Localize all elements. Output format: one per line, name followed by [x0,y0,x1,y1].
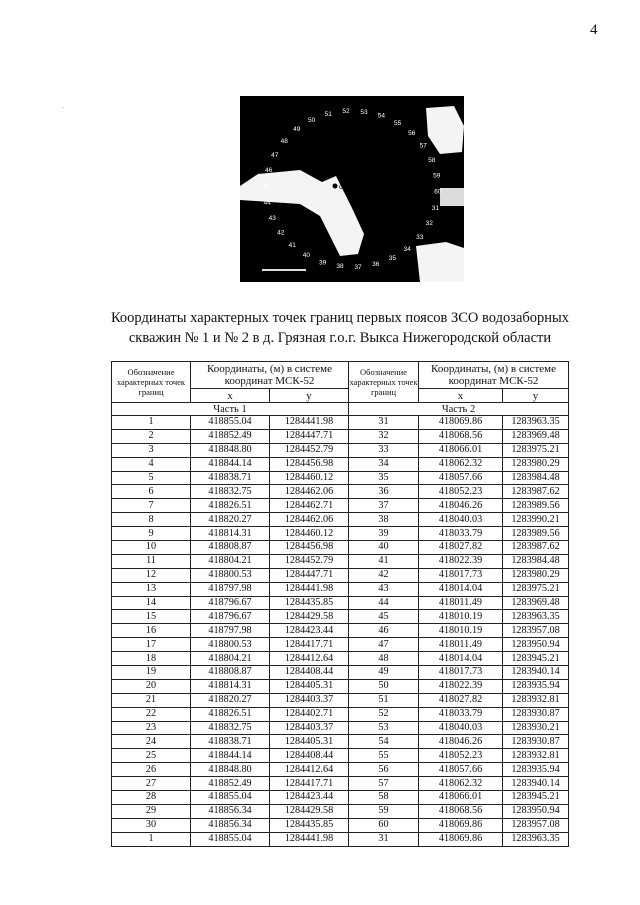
table-cell: 1283932.81 [503,693,569,707]
table-cell: 13 [112,582,191,596]
terrain-grey-area [440,188,464,206]
table-cell: 40 [349,541,419,555]
map-point-label: 35 [388,254,397,262]
table-row [112,777,569,791]
terrain-white-area [426,106,464,154]
table-cell: 418832.75 [191,721,270,735]
table-row [112,804,569,818]
table-cell: 1284460.12 [270,471,349,485]
table-cell: 10 [112,541,191,555]
table-cell: 1283969.48 [503,596,569,610]
table-cell: 31 [349,832,419,846]
table-cell: 30 [112,818,191,832]
table-cell: 418017.73 [419,666,503,680]
table-cell: 418033.79 [419,527,503,541]
map-point-label: 36 [372,261,380,268]
table-row [112,610,569,624]
table-cell: 418856.34 [191,818,270,832]
table-cell: 1284441.98 [270,832,349,846]
table-cell: 1283950.94 [503,638,569,652]
table-row [112,554,569,568]
table-cell: 418852.49 [191,777,270,791]
table-cell: 418796.67 [191,610,270,624]
map-point-label: 59 [433,172,441,180]
table-cell: 1284462.06 [270,513,349,527]
table-cell: 1283980.29 [503,568,569,582]
col-coords-header: Координаты, (м) в системе координат МСК-52 [191,362,349,389]
table-cell: 1283984.48 [503,554,569,568]
table-cell: 20 [112,679,191,693]
table-cell: 1283975.21 [503,582,569,596]
table-cell: 418014.04 [419,652,503,666]
table-row [112,707,569,721]
table-cell: 60 [349,818,419,832]
table-cell: 1283984.48 [503,471,569,485]
table-cell: 1284423.44 [270,624,349,638]
table-row [112,832,569,846]
table-cell: 19 [112,666,191,680]
table-cell: 12 [112,568,191,582]
table-cell: 1284412.64 [270,652,349,666]
table-cell: 418796.67 [191,596,270,610]
col-coords-header-2: Координаты, (м) в системе координат МСК-52 [419,362,569,389]
table-row [112,624,569,638]
map-point-label: 33 [416,234,424,241]
table-cell: 418066.01 [419,443,503,457]
table-cell: 1283945.21 [503,791,569,805]
table-cell: 1283935.94 [503,679,569,693]
table-cell: 7 [112,499,191,513]
table-cell: 2 [112,429,191,443]
map-point-label: 60 [434,188,442,196]
table-cell: 1283969.48 [503,429,569,443]
table-cell: 418027.82 [419,541,503,555]
col-point-header-2: Обозначение характерных точек границ [349,362,419,403]
table-cell: 418057.66 [419,763,503,777]
table-row [112,582,569,596]
table-cell: 58 [349,791,419,805]
table-cell: 1284405.31 [270,735,349,749]
map-point-label: 56 [408,129,416,137]
table-cell: 418068.56 [419,804,503,818]
table-cell: 51 [349,693,419,707]
table-cell: 21 [112,693,191,707]
table-cell: 418046.26 [419,735,503,749]
table-cell: 418826.51 [191,707,270,721]
table-cell: 1284405.31 [270,679,349,693]
map-point-label: 34 [403,245,411,253]
well-marker [333,184,338,189]
table-cell: 1284452.79 [270,443,349,457]
table-cell: 418844.14 [191,749,270,763]
table-cell: 1284462.06 [270,485,349,499]
table-cell: 418040.03 [419,513,503,527]
table-cell: 1283990.21 [503,513,569,527]
table-cell: 52 [349,707,419,721]
table-row [112,721,569,735]
table-cell: 1284403.37 [270,693,349,707]
table-cell: 1 [112,832,191,846]
table-cell: 37 [349,499,419,513]
table-cell: 1283930.87 [503,735,569,749]
table-cell: 418011.49 [419,638,503,652]
table-cell: 418838.71 [191,735,270,749]
table-cell: 1283950.94 [503,804,569,818]
table-cell: 418066.01 [419,791,503,805]
table-row [112,568,569,582]
page-number: 4 [590,22,598,38]
table-cell: 418033.79 [419,707,503,721]
table-cell: 418069.86 [419,832,503,846]
table-cell: 418062.32 [419,457,503,471]
table-cell: 418855.04 [191,791,270,805]
table-cell: 418832.75 [191,485,270,499]
table-cell: 1284456.98 [270,457,349,471]
table-cell: 1283987.62 [503,485,569,499]
table-cell: 36 [349,485,419,499]
table-cell: 28 [112,791,191,805]
title-line-1: Координаты характерных точек границ первых поясов ЗСО водозаборных [110,310,570,326]
table-cell: 16 [112,624,191,638]
terrain-white-area [240,170,364,256]
table-cell: 418068.56 [419,429,503,443]
table-cell: 1284429.58 [270,804,349,818]
map-point-label: 46 [264,167,273,175]
table-cell: 418010.19 [419,624,503,638]
table-cell: 418855.04 [191,416,270,430]
table-cell: 418052.23 [419,485,503,499]
table-cell: 18 [112,652,191,666]
table-cell: 1283963.35 [503,832,569,846]
table-cell: 41 [349,554,419,568]
table-cell: 55 [349,749,419,763]
table-cell: 1283940.14 [503,666,569,680]
table-cell: 22 [112,707,191,721]
table-cell: 5 [112,471,191,485]
table-cell: 418797.98 [191,582,270,596]
table-cell: 1283957.08 [503,624,569,638]
table-cell: 418014.04 [419,582,503,596]
table-row [112,666,569,680]
table-cell: 1283957.08 [503,818,569,832]
map-point-label: 54 [377,112,386,120]
table-cell: 50 [349,679,419,693]
table-row [112,513,569,527]
col-point-header: Обозначение характерных точек границ [112,362,191,403]
table-cell: 1283975.21 [503,443,569,457]
table-cell: 1284447.71 [270,429,349,443]
table-cell: 1283963.35 [503,610,569,624]
document-title [70,308,610,348]
table-cell: 34 [349,457,419,471]
table-row [112,763,569,777]
table-cell: 418800.53 [191,568,270,582]
map-point-label: 45 [262,183,270,191]
table-cell: 48 [349,652,419,666]
table-cell: 14 [112,596,191,610]
table-cell: 418856.34 [191,804,270,818]
map-point-label: 58 [428,156,436,164]
table-cell: 11 [112,554,191,568]
title-line-2: скважин № 1 и № 2 в д. Грязная г.о.г. Выкса Нижегородской области [128,330,552,346]
table-cell: 418814.31 [191,527,270,541]
map-point-label: 51 [324,111,332,118]
table-row [112,749,569,763]
table-cell: 43 [349,582,419,596]
table-row [112,596,569,610]
table-cell: 1284462.71 [270,499,349,513]
table-cell: 25 [112,749,191,763]
table-cell: 31 [349,416,419,430]
table-cell: 418808.87 [191,666,270,680]
table-cell: 418022.39 [419,554,503,568]
table-row [112,693,569,707]
table-cell: 418052.23 [419,749,503,763]
table-cell: 35 [349,471,419,485]
map-point-label: 37 [354,263,362,271]
table-row [112,679,569,693]
table-cell: 38 [349,513,419,527]
table-cell: 1283980.29 [503,457,569,471]
map-point-label: 44 [263,199,271,207]
table-cell: 418820.27 [191,693,270,707]
table-cell: 1284423.44 [270,791,349,805]
table-cell: 32 [349,429,419,443]
table-cell: 418852.49 [191,429,270,443]
table-cell: 418855.04 [191,832,270,846]
table-body [112,416,569,847]
table-cell: 56 [349,763,419,777]
table-row [112,818,569,832]
map-point-label: 42 [277,229,285,237]
table-cell: 1284441.98 [270,582,349,596]
map-point-label: 49 [293,126,301,134]
table-row [112,485,569,499]
map-point-label: 38 [336,263,344,271]
table-cell: 42 [349,568,419,582]
table-row [112,499,569,513]
map-point-label: 41 [288,242,296,250]
table-cell: 1283930.87 [503,707,569,721]
table-row [112,541,569,555]
y-header-2: y [503,389,569,403]
table-cell: 418804.21 [191,652,270,666]
table-cell: 418017.73 [419,568,503,582]
table-cell: 1283945.21 [503,652,569,666]
table-cell: 418800.53 [191,638,270,652]
table-cell: 45 [349,610,419,624]
table-cell: 27 [112,777,191,791]
table-cell: 39 [349,527,419,541]
x-header: x [191,389,270,403]
table-cell: 418838.71 [191,471,270,485]
table-cell: 3 [112,443,191,457]
table-cell: 1283963.35 [503,416,569,430]
table-cell: 1284412.64 [270,763,349,777]
table-cell: 1284447.71 [270,568,349,582]
table-row [112,638,569,652]
table-cell: 1284456.98 [270,541,349,555]
table-cell: 418848.80 [191,443,270,457]
table-row [112,429,569,443]
table-row [112,652,569,666]
table-cell: 1284441.98 [270,416,349,430]
table-cell: 418804.21 [191,554,270,568]
map-point-label: 55 [393,119,402,127]
map-point-label: 48 [280,138,288,145]
table-cell: 33 [349,443,419,457]
table-cell: 418069.86 [419,416,503,430]
table-cell: 418808.87 [191,541,270,555]
map-point-label: 32 [425,220,433,228]
table-cell: 29 [112,804,191,818]
table-cell: 1284460.12 [270,527,349,541]
table-cell: 1284417.71 [270,777,349,791]
table-row [112,416,569,430]
map-point-label: 31 [431,204,440,212]
table-cell: 1284435.85 [270,596,349,610]
y-header: y [270,389,349,403]
table-cell: 23 [112,721,191,735]
table-cell: 418046.26 [419,499,503,513]
table-cell: 418820.27 [191,513,270,527]
map-point-label: 50 [307,117,316,125]
table-cell: 1284408.44 [270,749,349,763]
zso-boundary-map [240,96,464,282]
table-cell: 1284452.79 [270,554,349,568]
table-cell: 418069.86 [419,818,503,832]
map-point-label: 39 [318,259,327,267]
map-point-label: 57 [419,142,427,150]
table-cell: 26 [112,763,191,777]
table-cell: 49 [349,666,419,680]
coordinates-table [111,361,569,847]
table-cell: 9 [112,527,191,541]
part-2-label: Часть 2 [349,403,569,416]
table-cell: 15 [112,610,191,624]
table-cell: 1283935.94 [503,763,569,777]
table-cell: 418062.32 [419,777,503,791]
map-point-label: 43 [268,215,276,223]
table-cell: 1283987.62 [503,541,569,555]
table-cell: 418022.39 [419,679,503,693]
part-1-label: Часть 1 [112,403,349,416]
table-cell: 418797.98 [191,624,270,638]
table-cell: 6 [112,485,191,499]
table-row [112,735,569,749]
terrain-white-area [416,242,464,282]
scan-speck: · [62,104,65,112]
table-cell: 8 [112,513,191,527]
table-cell: 1284429.58 [270,610,349,624]
table-cell: 1284408.44 [270,666,349,680]
table-cell: 418057.66 [419,471,503,485]
table-cell: 1283989.56 [503,527,569,541]
table-cell: 1284417.71 [270,638,349,652]
table-cell: 418844.14 [191,457,270,471]
table-cell: 418040.03 [419,721,503,735]
table-cell: 54 [349,735,419,749]
table-cell: 418010.19 [419,610,503,624]
table-cell: 418848.80 [191,763,270,777]
table-cell: 1283930.21 [503,721,569,735]
map-point-label: 47 [271,151,279,159]
table-cell: 1 [112,416,191,430]
table-row [112,443,569,457]
table-row [112,527,569,541]
table-cell: 44 [349,596,419,610]
map-point-label: 52 [342,108,350,116]
table-cell: 47 [349,638,419,652]
table-cell: 1283940.14 [503,777,569,791]
table-cell: 1283989.56 [503,499,569,513]
table-cell: 46 [349,624,419,638]
table-cell: 418027.82 [419,693,503,707]
x-header-2: x [419,389,503,403]
map-point-label: 53 [360,108,368,116]
map-svg [240,96,464,282]
table-row [112,471,569,485]
table-cell: 418011.49 [419,596,503,610]
map-point-label: 40 [302,252,311,260]
table-cell: 17 [112,638,191,652]
table-cell: 1284403.37 [270,721,349,735]
table-cell: 53 [349,721,419,735]
table-cell: 1284435.85 [270,818,349,832]
table-row [112,791,569,805]
table-cell: 57 [349,777,419,791]
table-cell: 1283932.81 [503,749,569,763]
table-cell: 418826.51 [191,499,270,513]
table-cell: 59 [349,804,419,818]
table-cell: 24 [112,735,191,749]
table-cell: 4 [112,457,191,471]
table-cell: 1284402.71 [270,707,349,721]
table-row [112,457,569,471]
well-label: скв.2 [339,184,356,191]
table-cell: 418814.31 [191,679,270,693]
